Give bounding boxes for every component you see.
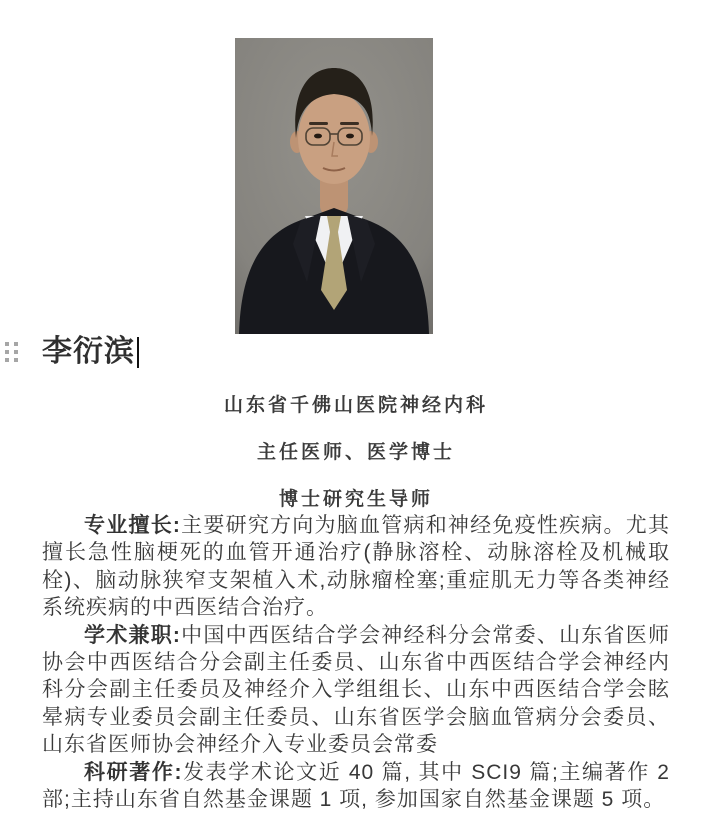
text-cursor — [137, 337, 139, 368]
hospital-department-heading[interactable]: 山东省千佛山医院神经内科 — [223, 395, 488, 416]
academic-positions-paragraph[interactable] — [42, 622, 670, 759]
profile-photo[interactable] — [235, 38, 433, 334]
profile-body[interactable] — [42, 512, 670, 813]
specialty-label: 专业擅长: — [84, 514, 181, 537]
academic-positions-label: 学术兼职: — [84, 623, 181, 647]
name-block[interactable] — [42, 333, 139, 371]
drag-handle-grip-icon[interactable] — [5, 342, 18, 362]
publications-label: 科研著作: — [84, 760, 183, 784]
profile-name[interactable]: 李衍滨 — [42, 335, 135, 368]
portrait-image — [235, 38, 433, 334]
specialty-text: 主要研究方向为脑血管病和神经免疫性疾病。尤其擅长急性脑梗死的血管开通治疗(静脉溶栓、动脉溶栓及机械取栓)、脑动脉狭窄支架植入术,动脉瘤栓塞;重症肌无力等各类神经系统疾病的中西医结合治疗。 — [42, 514, 670, 620]
publications-text: 发表学术论文近 40 篇, 其中 SCI9 篇;主编著作 2 部;主持山东省自然基金课题 1 项, 参加国家自然基金课题 5 项。 — [42, 760, 670, 812]
specialty-paragraph[interactable] — [42, 512, 670, 622]
title-degree-heading[interactable]: 主任医师、医学博士 — [256, 442, 455, 463]
mentor-heading[interactable]: 博士研究生导师 — [278, 489, 433, 510]
publications-paragraph[interactable] — [42, 759, 670, 814]
academic-positions-text: 中国中西医结合学会神经科分会常委、山东省医师协会中西医结合分会副主任委员、山东省中西医结合学会神经内科分会副主任委员及神经介入学组组长、山东中西医结合学会眩晕病专业委员会副主任委员、山东省医学会脑血管病分会委员、山东省医师协会神经介入专业委员会常委 — [42, 623, 670, 757]
